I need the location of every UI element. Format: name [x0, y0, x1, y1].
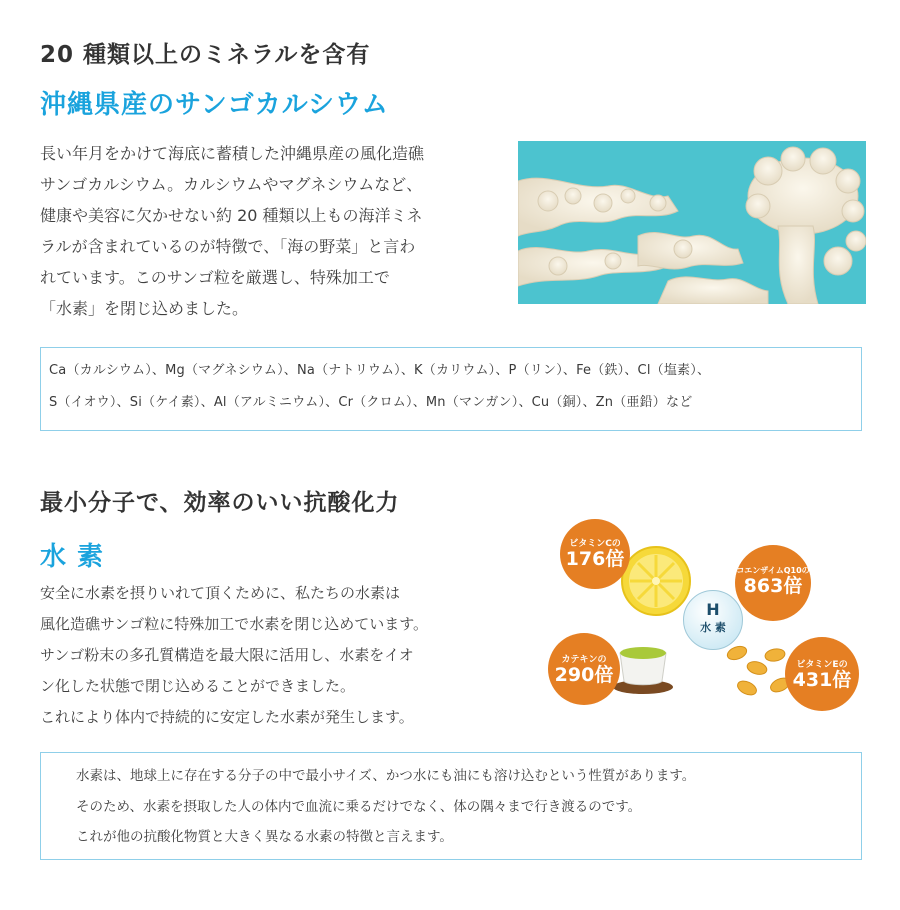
paragraph-line: ン化した状態で閉じ込めることができました。: [40, 677, 356, 695]
bubble-label: コエンザイムQ10の: [736, 566, 810, 575]
bubble-label: カテキンの: [561, 655, 607, 665]
bubble-label: ビタミンCの: [569, 539, 621, 549]
coral-illustration: [518, 141, 866, 304]
hydrogen-info-box: [40, 752, 862, 860]
bubble-value: 431倍: [792, 669, 852, 691]
vitamin-c-bubble: [560, 519, 630, 589]
paragraph-line: 長い年月をかけて海底に蓄積した沖縄県産の風化造礁: [40, 144, 425, 163]
hydrogen-center-circle: [683, 590, 743, 650]
catechin-bubble: [548, 633, 620, 705]
section2-subheading: 水 素: [40, 542, 105, 572]
info-line: これが他の抗酸化物質と大きく異なる水素の特徴と言えます。: [76, 829, 453, 845]
paragraph-line: ラルが含まれているのが特徴で、「海の野菜」と言わ: [40, 237, 416, 256]
section2-heading: 最小分子で、効率のいい抗酸化力: [40, 490, 400, 516]
section1-heading: 20 種類以上のミネラルを含有: [40, 42, 371, 68]
section2-paragraph: [40, 578, 520, 733]
coral-photo: [518, 141, 866, 304]
bubble-label: ビタミンEの: [796, 660, 848, 670]
vitamin-e-bubble: [785, 637, 859, 711]
paragraph-line: 風化造礁サンゴ粒に特殊加工で水素を閉じ込めています。: [40, 615, 429, 633]
bubble-value: 863倍: [743, 575, 803, 597]
info-line: そのため、水素を摂取した人の体内で血流に乗るだけでなく、体の隅々まで行き渡るのです。: [76, 799, 642, 815]
bubble-value: 176倍: [565, 548, 625, 570]
lemon-slice-icon: [620, 545, 692, 617]
paragraph-line: 「水素」を閉じ込めました。: [40, 299, 249, 318]
hydrogen-symbol: H: [706, 600, 720, 619]
minerals-box: [40, 347, 862, 431]
paragraph-line: れています。このサンゴ粒を厳選し、特殊加工で: [40, 268, 390, 287]
bubble-value: 290倍: [554, 664, 614, 686]
paragraph-line: 安全に水素を摂りいれて頂くために、私たちの水素は: [40, 584, 401, 602]
minerals-line: S（イオウ）、Si（ケイ素）、Al（アルミニウム）、Cr（クロム）、Mn（マンガン）、Cu（銅）、Zn（亜鉛）など: [49, 395, 693, 410]
info-line: 水素は、地球上に存在する分子の中で最小サイズ、かつ水にも油にも溶け込むという性質があります。: [76, 768, 696, 784]
paragraph-line: これにより体内で持続的に安定した水素が発生します。: [40, 708, 414, 726]
minerals-line: Ca（カルシウム）、Mg（マグネシウム）、Na（ナトリウム）、K（カリウム）、P（リン）、Fe（鉄）、Cl（塩素）、: [49, 363, 711, 378]
paragraph-line: サンゴ粉末の多孔質構造を最大限に活用し、水素をイオ: [40, 646, 414, 664]
hydrogen-label: 水 素: [700, 621, 726, 634]
section1-subheading: 沖縄県産のサンゴカルシウム: [40, 90, 389, 120]
antioxidant-comparison-diagram: [540, 515, 880, 715]
coenzyme-q10-bubble: [735, 545, 811, 621]
section1-paragraph: [40, 138, 510, 324]
paragraph-line: サンゴカルシウム。カルシウムやマグネシウムなど、: [40, 175, 423, 194]
paragraph-line: 健康や美容に欠かせない約 20 種類以上もの海洋ミネ: [40, 206, 423, 225]
